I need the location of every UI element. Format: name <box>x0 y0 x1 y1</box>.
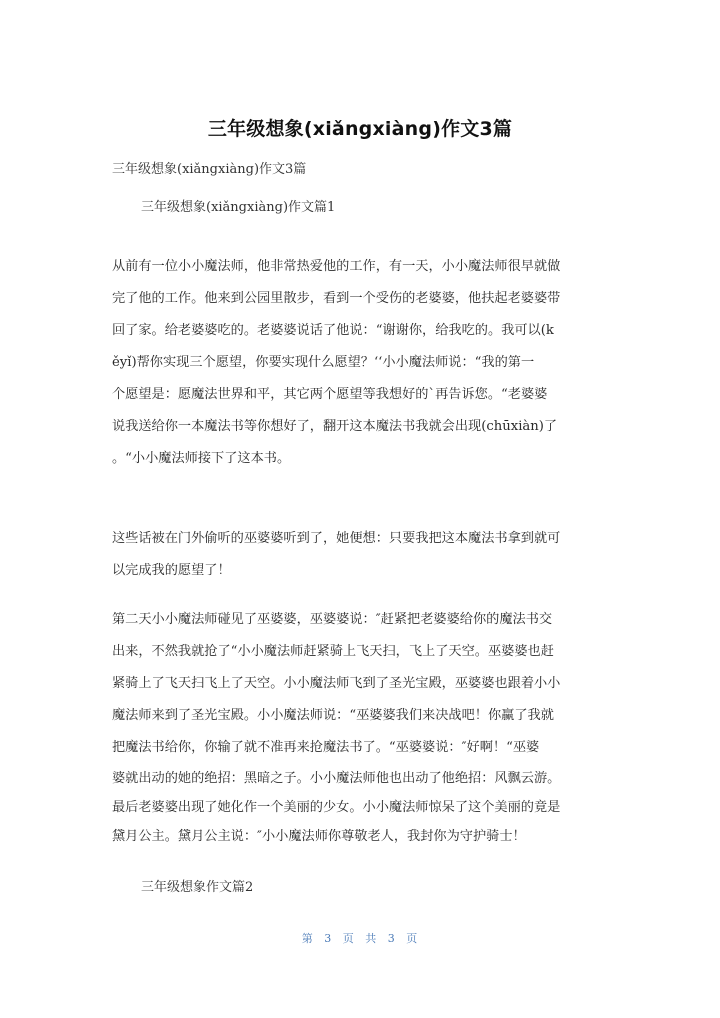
paragraph-line: 把魔法书给你，你输了就不准再来抢魔法书了。“巫婆婆说：″好啊！“巫婆 <box>112 740 540 755</box>
paragraph-line: 以完成我的愿望了！ <box>112 563 231 578</box>
paragraph-line: 出来，不然我就抢了“小小魔法师赶紧骑上飞天扫，飞上了天空。巫婆婆也赶 <box>112 644 554 659</box>
paragraph-line: 从前有一位小小魔法师，他非常热爱他的工作，有一天，小小魔法师很早就做 <box>112 259 561 274</box>
page-number-footer: 第 3 页 共 3 页 <box>301 932 419 945</box>
paragraph-line: 婆就出动的她的绝招：黑暗之子。小小魔法师他也出动了他绝招：风飘云游。 <box>112 771 561 786</box>
paragraph-line: ěyǐ)帮你实现三个愿望，你要实现什么愿望？‘‘小小魔法师说：“我的第一 <box>112 355 535 370</box>
paragraph-line: 个愿望是：愿魔法世界和平，其它两个愿望等我想好的`再告诉您。“老婆婆 <box>112 387 548 402</box>
paragraph-line: 魔法师来到了圣光宝殿。小小魔法师说：“巫婆婆我们来决战吧！你赢了我就 <box>112 708 554 723</box>
paragraph-line: 第二天小小魔法师碰见了巫婆婆，巫婆婆说：″赶紧把老婆婆给你的魔法书交 <box>112 612 553 627</box>
paragraph-line: 紧骑上了飞天扫飞上了天空。小小魔法师飞到了圣光宝殿，巫婆婆也跟着小小 <box>112 676 561 691</box>
document-title: 三年级想象(xiǎngxiàng)作文3篇 <box>207 118 513 140</box>
section-heading-1: 三年级想象(xiǎngxiàng)作文篇1 <box>141 200 336 215</box>
paragraph-line: 黛月公主。黛月公主说：″小小魔法师你尊敬老人，我封你为守护骑士！ <box>112 829 526 844</box>
document-subtitle: 三年级想象(xiǎngxiàng)作文3篇 <box>112 162 307 177</box>
paragraph-line: 。“小小魔法师接下了这本书。 <box>112 451 291 466</box>
paragraph-1 <box>112 251 609 475</box>
section-heading-2: 三年级想象作文篇2 <box>141 880 254 895</box>
paragraph-line: 说我送给你一本魔法书等你想好了，翻开这本魔法书我就会出现(chūxiàn)了 <box>112 419 558 434</box>
paragraph-line: 回了家。给老婆婆吃的。老婆婆说话了他说：“谢谢你，给我吃的。我可以(k <box>112 323 554 338</box>
paragraph-line: 完了他的工作。他来到公园里散步，看到一个受伤的老婆婆，他扶起老婆婆带 <box>112 291 561 306</box>
paragraph-line: 这些话被在门外偷听的巫婆婆听到了，她便想：只要我把这本魔法书拿到就可 <box>112 531 561 546</box>
paragraph-line: 最后老婆婆出现了她化作一个美丽的少女。小小魔法师惊呆了这个美丽的竟是 <box>112 800 561 815</box>
paragraph-3 <box>112 604 609 851</box>
paragraph-2 <box>112 523 609 587</box>
